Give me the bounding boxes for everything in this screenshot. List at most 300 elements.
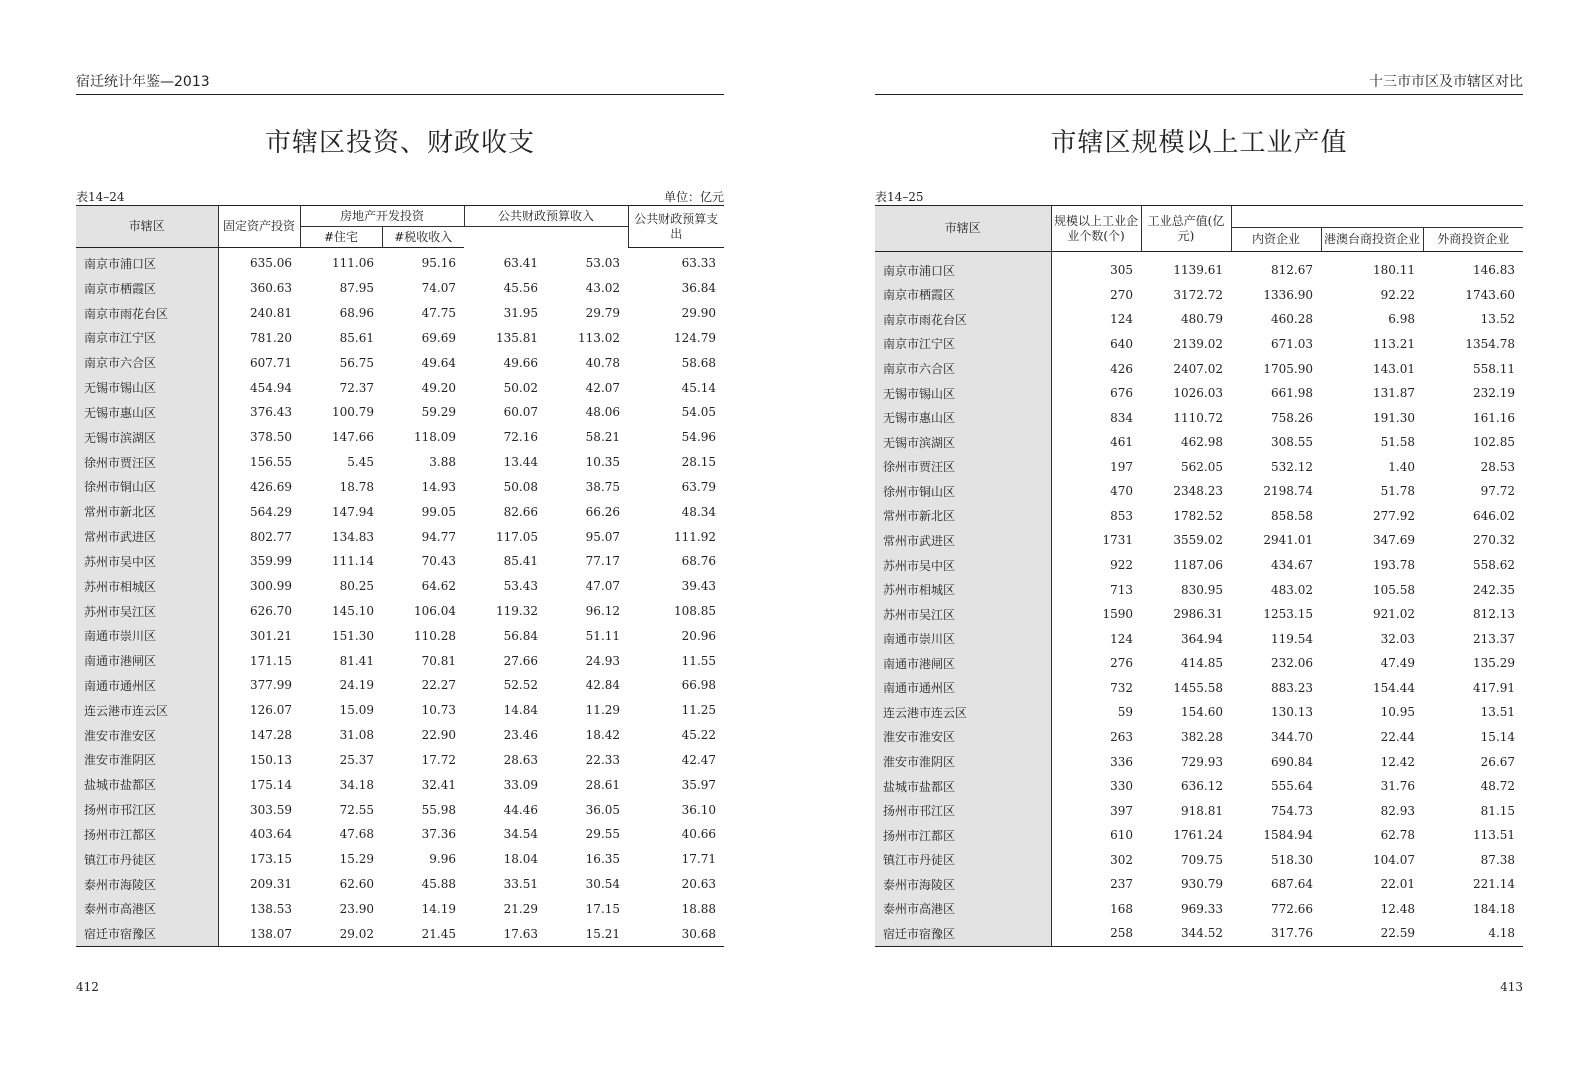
district-name: 镇江市丹徒区 [76, 847, 218, 872]
table-row [76, 599, 724, 624]
table-cell: 85.41 [503, 554, 539, 569]
table-cell: 22.27 [421, 678, 457, 693]
table-cell: 171.15 [250, 653, 292, 668]
table-cell: 461 [1110, 435, 1133, 450]
table-cell: 36.84 [681, 281, 717, 296]
table-cell: 31.76 [1380, 779, 1415, 794]
table-cell: 24.93 [585, 653, 621, 668]
table-cell: 626.70 [250, 604, 292, 618]
table-cell: 237 [1110, 877, 1133, 892]
table-cell: 17.72 [421, 752, 457, 767]
table-row [875, 798, 1523, 823]
table-cell: 28.53 [1480, 459, 1516, 474]
table-cell: 555.64 [1271, 779, 1313, 794]
table-cell: 532.12 [1271, 459, 1313, 474]
table-cell: 47.68 [339, 827, 374, 842]
table-row [875, 823, 1523, 848]
investment-table-body [76, 248, 724, 947]
table-cell: 32.03 [1380, 631, 1415, 646]
table-cell: 48.72 [1480, 779, 1516, 794]
table-cell: 277.92 [1373, 508, 1415, 523]
table-cell: 378.50 [250, 430, 292, 445]
header-blank-group [1231, 206, 1523, 228]
table-row [875, 700, 1523, 725]
table-cell: 3559.02 [1173, 533, 1223, 548]
table-row [76, 822, 724, 847]
table-cell: 635.06 [250, 256, 292, 271]
district-name: 徐州市贾汪区 [875, 455, 1051, 480]
table-cell: 1026.03 [1173, 386, 1223, 401]
table-cell: 276 [1110, 656, 1133, 671]
district-name: 苏州市相城区 [875, 577, 1051, 602]
table-cell: 58.21 [585, 430, 621, 445]
table-cell: 51.78 [1380, 484, 1415, 499]
table-cell: 918.81 [1181, 803, 1223, 818]
district-name: 宿迁市宿豫区 [875, 921, 1051, 946]
table-cell: 43.02 [585, 281, 621, 296]
table-cell: 802.77 [250, 529, 292, 544]
district-name: 苏州市吴江区 [76, 599, 218, 624]
table-row [875, 897, 1523, 922]
table-cell: 15.21 [546, 921, 628, 946]
table-cell: 21.29 [503, 901, 539, 916]
table-cell: 113.21 [1373, 336, 1415, 351]
district-name: 淮安市淮安区 [76, 723, 218, 748]
district-name: 南通市崇川区 [875, 626, 1051, 651]
table-cell: 24.19 [339, 678, 374, 693]
table-cell: 97.72 [1480, 484, 1516, 499]
table-cell: 2986.31 [1173, 607, 1223, 622]
table-cell: 131.87 [1373, 386, 1415, 401]
table-cell: 23.46 [503, 728, 539, 743]
table-cell: 42.07 [585, 380, 621, 395]
table-cell: 47.49 [1380, 656, 1415, 671]
table-cell: 38.75 [585, 479, 621, 494]
table-cell: 145.10 [332, 604, 374, 618]
table-row [76, 847, 724, 872]
table-cell: 1110.72 [1173, 410, 1223, 425]
district-name: 南通市港闸区 [875, 651, 1051, 676]
table-row [76, 248, 724, 276]
table-cell: 147.28 [250, 728, 292, 743]
table-row [875, 676, 1523, 701]
right-page [875, 0, 1523, 1077]
table-cell: 29.79 [585, 306, 621, 321]
district-name: 南通市通州区 [76, 673, 218, 698]
table-cell: 72.37 [339, 380, 374, 395]
district-name: 南京市六合区 [875, 356, 1051, 381]
header-budget-expenditure: 公共财政预算支出 [628, 206, 724, 248]
table-row [875, 479, 1523, 504]
table-cell: 156.55 [250, 455, 292, 470]
table-cell: 18.04 [503, 852, 539, 867]
table-cell: 31.08 [339, 728, 374, 743]
table-cell: 66.26 [585, 504, 621, 519]
district-name: 南京市雨花台区 [76, 301, 218, 326]
table-cell: 1354.78 [1465, 336, 1516, 351]
table-cell: 34.18 [339, 777, 374, 792]
table-cell: 68.96 [339, 306, 374, 321]
table-row [76, 549, 724, 574]
table-cell: 85.61 [339, 330, 374, 345]
table-cell: 1705.90 [1263, 361, 1313, 376]
table-cell: 232.06 [1271, 656, 1313, 671]
district-name: 连云港市连云区 [875, 700, 1051, 725]
district-name: 淮安市淮阴区 [875, 749, 1051, 774]
table-cell: 100.79 [332, 405, 374, 420]
table-row [875, 430, 1523, 455]
table-cell: 1761.24 [1173, 828, 1223, 843]
table-row [875, 626, 1523, 651]
table-cell: 52.52 [503, 678, 539, 693]
table-cell: 11.29 [585, 703, 621, 718]
table-cell: 77.17 [585, 554, 621, 569]
table-cell: 258 [1051, 921, 1141, 946]
table-cell: 382.28 [1181, 729, 1223, 744]
table-cell: 29.90 [681, 306, 717, 321]
table-cell: 72.55 [339, 802, 374, 817]
table-row [875, 504, 1523, 529]
table-row [76, 499, 724, 524]
table-cell: 483.02 [1271, 582, 1313, 597]
table-cell: 175.14 [250, 777, 292, 792]
district-name: 无锡市锡山区 [76, 375, 218, 400]
table-cell: 14.93 [421, 479, 457, 494]
table-cell: 15.29 [339, 852, 374, 867]
table-cell: 56.84 [503, 628, 539, 643]
district-name: 泰州市高港区 [875, 897, 1051, 922]
table-cell: 184.18 [1473, 901, 1516, 916]
district-name: 徐州市铜山区 [76, 474, 218, 499]
table-row [875, 381, 1523, 406]
district-name: 淮安市淮阴区 [76, 748, 218, 773]
table-cell: 81.41 [339, 653, 374, 668]
table-row [76, 350, 724, 375]
table-cell: 344.52 [1141, 921, 1231, 946]
table-cell: 45.88 [421, 877, 457, 892]
table-cell: 117.05 [496, 529, 539, 544]
table-cell: 3.88 [429, 455, 457, 470]
table-cell: 22.33 [585, 752, 621, 767]
district-name: 扬州市邗江区 [875, 798, 1051, 823]
table-cell: 754.73 [1271, 803, 1313, 818]
table-cell: 13.44 [503, 455, 539, 470]
table-cell: 11.25 [681, 703, 717, 718]
table-cell: 126.07 [250, 703, 292, 718]
industrial-table-body [875, 252, 1523, 947]
table-cell: 2198.74 [1263, 484, 1313, 499]
table-row [76, 797, 724, 822]
district-name: 常州市新北区 [76, 499, 218, 524]
table-cell: 48.34 [681, 504, 717, 519]
table-cell: 22.90 [421, 728, 457, 743]
table-row [875, 356, 1523, 381]
page-title-right: 市辖区规模以上工业产值 [1050, 128, 1348, 158]
district-name: 南通市港闸区 [76, 648, 218, 673]
header-tax-revenue: #税收收入 [382, 227, 464, 248]
unit-label: 单位：亿元 [663, 190, 724, 204]
table-cell: 930.79 [1181, 877, 1223, 892]
district-name: 南通市崇川区 [76, 623, 218, 648]
table-cell: 558.62 [1473, 558, 1516, 573]
district-name: 扬州市江都区 [875, 823, 1051, 848]
table-cell: 138.53 [250, 901, 292, 916]
table-cell: 12.42 [1380, 754, 1415, 769]
header-domestic: 内资企业 [1231, 228, 1321, 252]
table-cell: 12.48 [1380, 901, 1415, 916]
table-cell: 70.81 [421, 653, 457, 668]
table-cell: 111.92 [674, 529, 717, 544]
district-name: 泰州市海陵区 [875, 872, 1051, 897]
table-cell: 53.03 [585, 256, 621, 271]
table-row [76, 772, 724, 797]
table-cell: 17.63 [464, 921, 546, 946]
table-row [875, 252, 1523, 283]
table-cell: 124.79 [674, 330, 717, 345]
table-cell: 921.02 [1373, 607, 1415, 622]
table-row [875, 405, 1523, 430]
table-cell: 470 [1110, 484, 1133, 499]
table-cell: 62.60 [339, 877, 374, 892]
table-cell: 14.19 [421, 901, 457, 916]
header-budget-revenue: 公共财政预算收入 [464, 206, 628, 227]
district-name: 宿迁市宿豫区 [76, 921, 218, 946]
table-cell: 640 [1110, 336, 1133, 351]
table-row [76, 325, 724, 350]
table-cell: 922 [1110, 558, 1133, 573]
table-cell: 108.85 [674, 604, 717, 618]
table-row [76, 276, 724, 301]
header-district-right: 市辖区 [875, 206, 1051, 252]
table-cell: 18.78 [339, 479, 374, 494]
table-cell: 359.99 [250, 554, 292, 569]
table-row [76, 673, 724, 698]
table-cell: 106.04 [414, 604, 457, 618]
table-cell: 59.29 [421, 405, 457, 420]
table-cell: 87.95 [339, 281, 374, 296]
district-name: 无锡市锡山区 [875, 381, 1051, 406]
table-cell: 1139.61 [1173, 263, 1223, 278]
table-cell: 56.75 [339, 355, 374, 370]
district-name: 南京市雨花台区 [875, 307, 1051, 332]
table-cell: 118.09 [414, 430, 457, 445]
table-cell: 50.08 [503, 479, 539, 494]
table-cell: 119.54 [1271, 631, 1313, 646]
industrial-output-table [875, 205, 1523, 947]
table-cell: 17.15 [585, 901, 621, 916]
table-cell: 270.32 [1473, 533, 1516, 548]
table-cell: 830.95 [1181, 582, 1223, 597]
table-cell: 270 [1110, 287, 1133, 302]
table-cell: 193.78 [1373, 558, 1415, 573]
table-row [76, 400, 724, 425]
table-cell: 403.64 [250, 827, 292, 842]
table-row [875, 749, 1523, 774]
table-cell: 68.76 [681, 554, 717, 569]
table-cell: 360.63 [250, 281, 292, 296]
table-row [875, 577, 1523, 602]
table-cell: 301.21 [250, 628, 292, 643]
table-cell: 22.44 [1380, 729, 1415, 744]
table-cell: 317.76 [1231, 921, 1321, 946]
table-cell: 636.12 [1181, 779, 1223, 794]
table-cell: 1590 [1102, 607, 1133, 622]
table-row [875, 283, 1523, 308]
table-cell: 51.11 [585, 628, 621, 643]
table-cell: 1455.58 [1173, 680, 1223, 695]
table-cell: 1187.06 [1173, 558, 1223, 573]
table-cell: 95.16 [421, 256, 457, 271]
district-name: 南通市通州区 [875, 676, 1051, 701]
district-name: 泰州市海陵区 [76, 872, 218, 897]
table-cell: 242.35 [1473, 582, 1516, 597]
table-row [76, 897, 724, 922]
table-number-right: 表14–25 [875, 190, 924, 204]
table-cell: 63.41 [503, 256, 539, 271]
table-cell: 16.35 [585, 852, 621, 867]
table-cell: 1.40 [1388, 459, 1415, 474]
table-cell: 15.14 [1480, 729, 1516, 744]
table-cell: 33.09 [503, 777, 539, 792]
table-cell: 1743.60 [1465, 287, 1516, 302]
table-cell: 63.79 [681, 479, 717, 494]
table-cell: 518.30 [1271, 852, 1313, 867]
district-name: 南京市浦口区 [875, 252, 1051, 283]
district-name: 常州市新北区 [875, 504, 1051, 529]
table-cell: 30.68 [628, 921, 724, 946]
table-cell: 49.20 [421, 380, 457, 395]
table-cell: 119.32 [496, 604, 539, 618]
table-cell: 99.05 [421, 504, 457, 519]
table-cell: 28.63 [503, 752, 539, 767]
table-cell: 858.58 [1271, 508, 1313, 523]
table-cell: 1253.15 [1263, 607, 1313, 622]
table-cell: 344.70 [1271, 729, 1313, 744]
table-cell: 33.51 [503, 877, 539, 892]
table-cell: 31.95 [503, 306, 539, 321]
table-cell: 151.30 [332, 628, 374, 643]
table-cell: 9.96 [429, 852, 457, 867]
table-cell: 18.88 [681, 901, 717, 916]
header-total-output: 工业总产值(亿元) [1141, 206, 1231, 252]
table-cell: 23.90 [339, 901, 374, 916]
table-row [875, 774, 1523, 799]
table-cell: 134.83 [332, 529, 374, 544]
district-name: 无锡市惠山区 [76, 400, 218, 425]
table-cell: 39.43 [681, 579, 717, 594]
page-number-right: 413 [1500, 980, 1523, 994]
table-cell: 15.09 [339, 703, 374, 718]
header-residential: #住宅 [300, 227, 382, 248]
district-name: 苏州市相城区 [76, 574, 218, 599]
table-cell: 154.60 [1181, 705, 1223, 720]
table-cell: 969.33 [1181, 901, 1223, 916]
table-row [76, 524, 724, 549]
table-cell: 209.31 [250, 877, 292, 892]
table-cell: 30.54 [585, 877, 621, 892]
page-number-left: 412 [76, 980, 99, 994]
table-cell: 263 [1110, 729, 1133, 744]
district-name: 盐城市盐都区 [875, 774, 1051, 799]
table-cell: 671.03 [1271, 336, 1313, 351]
table-cell: 95.07 [585, 529, 621, 544]
table-cell: 302 [1110, 852, 1133, 867]
table-cell: 10.73 [421, 703, 457, 718]
table-row [875, 651, 1523, 676]
table-cell: 17.71 [681, 852, 717, 867]
table-cell: 772.66 [1271, 901, 1313, 916]
table-cell: 161.16 [1473, 410, 1516, 425]
district-name: 南京市浦口区 [76, 248, 218, 276]
table-cell: 434.67 [1271, 558, 1313, 573]
table-cell: 59 [1117, 705, 1133, 720]
table-cell: 74.07 [421, 281, 457, 296]
table-cell: 18.42 [585, 728, 621, 743]
table-row [875, 553, 1523, 578]
table-cell: 480.79 [1181, 312, 1223, 327]
table-cell: 27.66 [503, 653, 539, 668]
district-name: 苏州市吴中区 [76, 549, 218, 574]
table-row [875, 921, 1523, 946]
table-row [76, 574, 724, 599]
table-row [76, 474, 724, 499]
table-cell: 150.13 [250, 752, 292, 767]
table-cell: 130.13 [1271, 705, 1313, 720]
table-cell: 47.07 [585, 579, 621, 594]
table-cell: 49.64 [421, 355, 457, 370]
district-name: 扬州市邗江区 [76, 797, 218, 822]
table-cell: 40.66 [681, 827, 717, 842]
table-cell: 29.02 [300, 921, 382, 946]
district-name: 徐州市铜山区 [875, 479, 1051, 504]
district-name: 南京市江宁区 [76, 325, 218, 350]
table-cell: 417.91 [1473, 680, 1516, 695]
district-name: 徐州市贾汪区 [76, 450, 218, 475]
table-cell: 812.67 [1271, 263, 1313, 278]
table-cell: 180.11 [1373, 263, 1415, 278]
table-cell: 47.75 [421, 306, 457, 321]
table-cell: 661.98 [1271, 386, 1313, 401]
table-cell: 853 [1110, 508, 1133, 523]
table-cell: 60.07 [503, 405, 539, 420]
district-name: 南京市江宁区 [875, 332, 1051, 357]
table-cell: 883.23 [1271, 680, 1313, 695]
table-cell: 72.16 [503, 430, 539, 445]
table-cell: 426 [1110, 361, 1133, 376]
table-row [875, 332, 1523, 357]
table-cell: 42.47 [681, 752, 717, 767]
table-cell: 54.05 [681, 405, 717, 420]
table-cell: 558.11 [1473, 361, 1516, 376]
table-cell: 54.96 [681, 430, 717, 445]
table-cell: 111.14 [332, 554, 374, 569]
header-enterprises: 规模以上工业企业个数(个) [1051, 206, 1141, 252]
table-row [76, 748, 724, 773]
table-cell: 135.29 [1473, 656, 1516, 671]
table-cell: 173.15 [250, 852, 292, 867]
table-cell: 143.01 [1373, 361, 1415, 376]
table-cell: 454.94 [250, 380, 292, 395]
table-cell: 147.66 [332, 430, 374, 445]
district-name: 无锡市惠山区 [875, 405, 1051, 430]
table-cell: 94.77 [421, 529, 457, 544]
table-cell: 197 [1110, 459, 1133, 474]
table-cell: 82.66 [503, 504, 539, 519]
table-cell: 232.19 [1473, 386, 1516, 401]
table-cell: 758.26 [1271, 410, 1313, 425]
table-cell: 308.55 [1271, 435, 1313, 450]
table-cell: 414.85 [1181, 656, 1223, 671]
